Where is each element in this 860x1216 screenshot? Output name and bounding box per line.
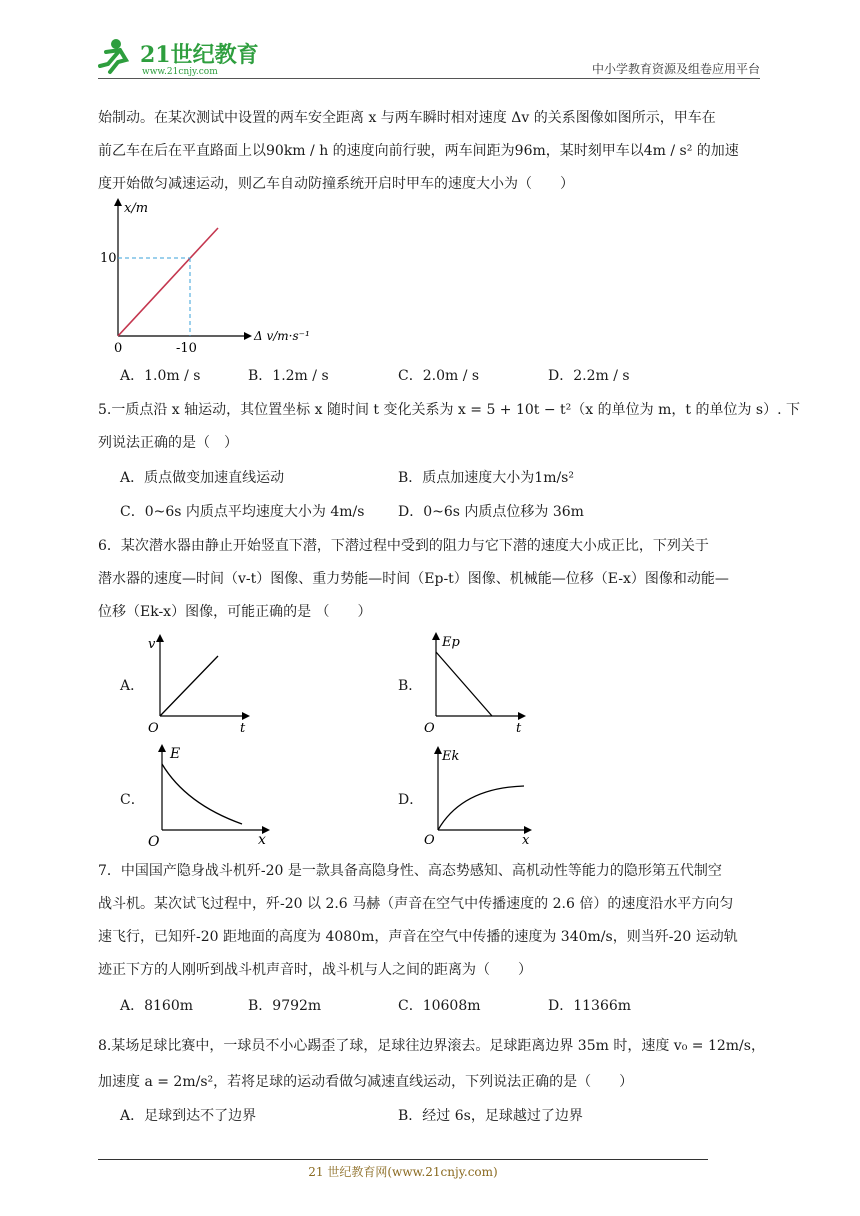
q6-option-b-label: B．: [398, 678, 423, 694]
q6-a-x: t: [240, 721, 246, 736]
q4-line3: 度开始做匀减速运动，则乙车自动防撞系统开启时甲车的速度大小为（ ）: [98, 176, 574, 192]
q5-option-a: A．质点做变加速直线运动: [120, 470, 285, 486]
runner-logo-icon: [96, 34, 266, 78]
q5-line2: 列说法正确的是（ ）: [98, 435, 238, 451]
q7-option-d: D．11366m: [548, 998, 632, 1014]
q5-option-c: C．0~6s 内质点平均速度大小为 4m/s: [120, 504, 365, 520]
footer-text: 21 世纪教育网(www.21cnjy.com): [308, 1165, 498, 1179]
q7-option-b: B．9792m: [248, 998, 322, 1014]
q6-b-x: t: [516, 721, 522, 736]
q6-c-x: x: [258, 832, 266, 848]
q8-option-a: A．足球到达不了边界: [120, 1108, 257, 1124]
q7-line4: 迹正下方的人刚听到战斗机声音时，战斗机与人之间的距离为（ ）: [98, 962, 532, 978]
logo-url: www.21cnjy.com: [142, 67, 218, 77]
q8-option-b: B．经过 6s，足球越过了边界: [398, 1108, 583, 1124]
q6-a-y: v: [148, 637, 156, 652]
q4-x-label: Δ v/m·s⁻¹: [254, 329, 310, 343]
footer-divider: [98, 1159, 708, 1160]
q4-line1: 始制动。在某次测试中设置的两车安全距离 x 与两车瞬时相对速度 Δv 的关系图像如图所示，甲车在: [98, 110, 716, 126]
site-logo: [96, 34, 266, 78]
q6-d-x: x: [522, 833, 530, 848]
q4-y-arrow-icon: [114, 198, 122, 206]
q4-option-b: B．1.2m / s: [248, 368, 329, 384]
q6-c-o: O: [148, 834, 160, 850]
q4-option-a: A．1.0m / s: [120, 368, 201, 384]
q6-c-y: E: [170, 746, 181, 762]
q7-line3: 速飞行，已知歼-20 距地面的高度为 4080m，声音在空气中传播的速度为 340m/s，则当歼-20 运动轨: [98, 929, 738, 945]
q6-option-c-label: C．: [120, 792, 145, 808]
q4-line2: 前乙车在后在平直路面上以90km / h 的速度向前行驶，两车间距为96m，某时刻甲车以4m / s² 的加速: [98, 143, 739, 159]
q6-graph-b: [422, 630, 532, 736]
q4-chart: [100, 196, 320, 356]
q7-option-c: C．10608m: [398, 998, 481, 1014]
q7-line2: 战斗机。某次试飞过程中，歼-20 以 2.6 马赫（声音在空气中传播速度的 2.6 倍）的速度沿水平方向匀: [98, 896, 734, 912]
q6-d-y: Ek: [442, 749, 460, 764]
q4-y-label: x/m: [124, 201, 149, 216]
q7-option-a: A．8160m: [120, 998, 194, 1014]
header-platform-text: 中小学教育资源及组卷应用平台: [591, 62, 760, 76]
q4-option-d: D．2.2m / s: [548, 368, 630, 384]
header-divider: [98, 78, 760, 79]
q6-b-y: Ep: [442, 635, 460, 650]
q7-line1: 7．中国国产隐身战斗机歼-20 是一款具备高隐身性、高态势感知、高机动性等能力的隐形第五代制空: [98, 863, 722, 879]
q6-a-o: O: [148, 721, 159, 736]
q4-data-line: [118, 228, 218, 336]
q6-d-o: O: [424, 833, 435, 848]
q5-line1: 5.一质点沿 x 轴运动，其位置坐标 x 随时间 t 变化关系为 x = 5 + 10t − t²（x 的单位为 m，t 的单位为 s）. 下: [98, 402, 800, 418]
q4-origin: 0: [114, 341, 123, 356]
q6-option-d-label: D．: [398, 792, 424, 808]
q6-line1: 6．某次潜水器由静止开始竖直下潜，下潜过程中受到的阻力与它下潜的速度大小成正比，下列关于: [98, 538, 709, 554]
q5-option-d: D．0~6s 内质点位移为 36m: [398, 504, 584, 520]
q4-x-tick: -10: [176, 341, 197, 356]
logo-text: 21世纪教育: [140, 42, 259, 68]
q6-graph-d: [422, 744, 542, 848]
q4-y-tick: 10: [100, 251, 117, 266]
q6-graph-a: [146, 632, 256, 736]
q6-line3: 位移（Ek-x）图像，可能正确的是 （ ）: [98, 604, 372, 620]
q8-line1: 8.某场足球比赛中，一球员不小心踢歪了球，足球往边界滚去。足球距离边界 35m 时，速度 v₀ = 12m/s，: [98, 1038, 765, 1054]
q6-b-o: O: [424, 721, 435, 736]
q4-option-c: C．2.0m / s: [398, 368, 480, 384]
q6-line2: 潜水器的速度—时间（v-t）图像、重力势能—时间（Ep-t）图像、机械能—位移（E-x）图像和动能—: [98, 571, 729, 587]
q5-option-b: B．质点加速度大小为1m/s²: [398, 470, 574, 486]
q6-graph-c: [146, 742, 278, 850]
q6-option-a-label: A．: [120, 678, 145, 694]
q4-x-arrow-icon: [244, 332, 252, 340]
q8-line2: 加速度 a = 2m/s²，若将足球的运动看做匀减速直线运动，下列说法正确的是（ ）: [98, 1074, 634, 1090]
